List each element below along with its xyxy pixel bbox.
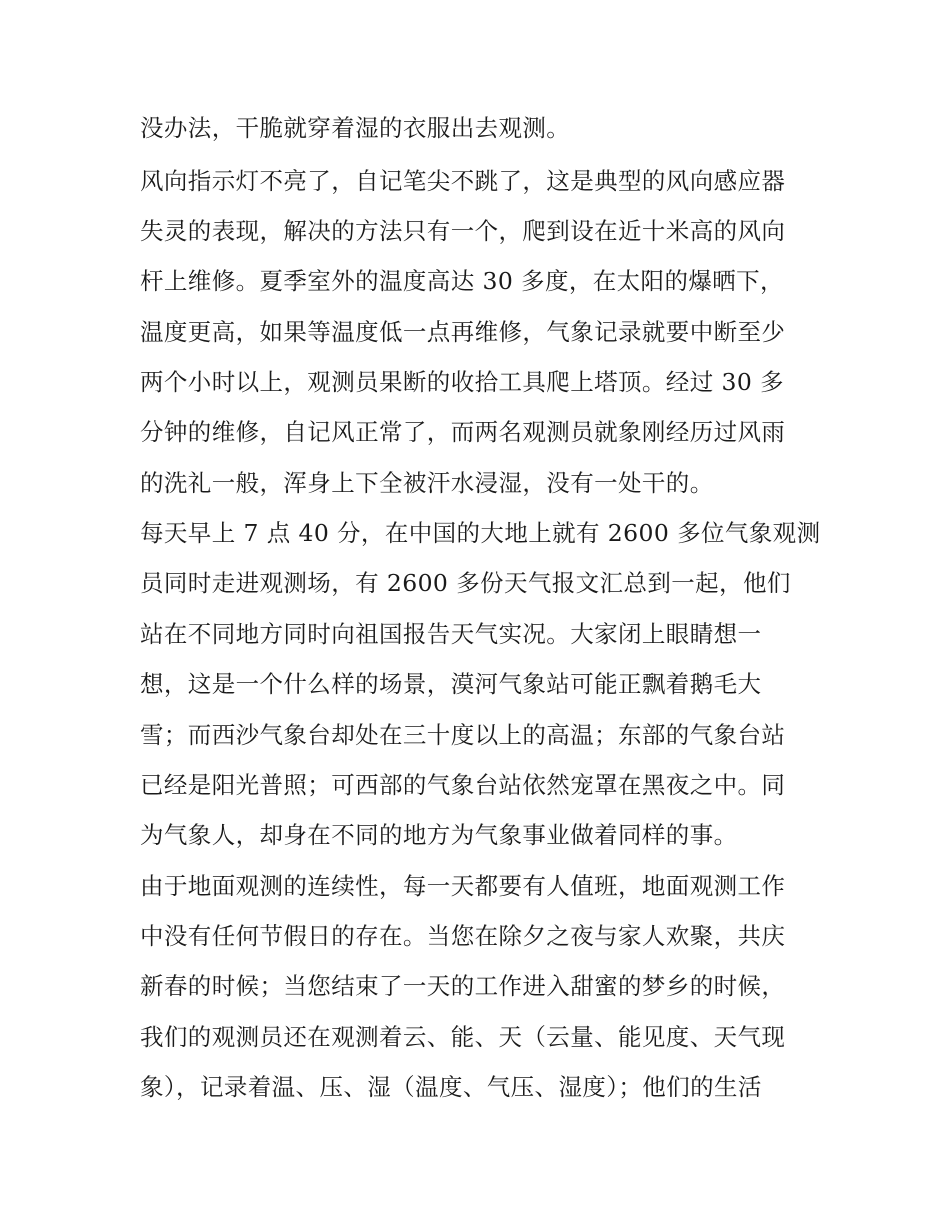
text-line: 新春的时候；当您结束了一天的工作进入甜蜜的梦乡的时候，: [140, 972, 786, 1000]
text-line: 由于地面观测的连续性，每一天都要有人值班，地面观测工作: [140, 872, 786, 900]
text-line: 失灵的表现，解决的方法只有一个，爬到设在近十米高的风向: [140, 217, 786, 245]
text-line: 分钟的维修，自记风正常了，而两名观测员就象刚经历过风雨: [140, 418, 786, 446]
text-line: 中没有任何节假日的存在。当您在除夕之夜与家人欢聚，共庆: [140, 922, 786, 950]
text-line: 已经是阳光普照；可西部的气象台站依然宠罩在黑夜之中。同: [140, 771, 786, 799]
text-line: 温度更高，如果等温度低一点再维修，气象记录就要中断至少: [140, 318, 786, 346]
text-line: 两个小时以上，观测员果断的收拾工具爬上塔顶。经过 30 多: [140, 368, 784, 396]
text-line: 每天早上 7 点 40 分，在中国的大地上就有 2600 多位气象观测: [140, 519, 821, 547]
text-line: 员同时走进观测场，有 2600 多份天气报文汇总到一起，他们: [140, 569, 791, 597]
text-line: 象），记录着温、压、湿（温度、气压、湿度）；他们的生活: [140, 1073, 762, 1101]
text-line: 没办法，干脆就穿着湿的衣服出去观测。: [140, 114, 571, 142]
text-line: 风向指示灯不亮了，自记笔尖不跳了，这是典型的风向感应器: [140, 167, 786, 195]
text-line: 杆上维修。夏季室外的温度高达 30 多度，在太阳的爆晒下，: [140, 267, 784, 295]
text-line: 我们的观测员还在观测着云、能、天（云量、能见度、天气现: [140, 1023, 786, 1051]
text-line: 为气象人，却身在不同的地方为气象事业做着同样的事。: [140, 821, 738, 849]
text-line: 站在不同地方同时向祖国报告天气实况。大家闭上眼睛想一: [140, 620, 762, 648]
text-line: 雪；而西沙气象台却处在三十度以上的高温；东部的气象台站: [140, 721, 786, 749]
text-line: 的洗礼一般，浑身上下全被汗水浸湿，没有一处干的。: [140, 469, 714, 497]
text-line: 想，这是一个什么样的场景，漠河气象站可能正飘着鹅毛大: [140, 670, 762, 698]
